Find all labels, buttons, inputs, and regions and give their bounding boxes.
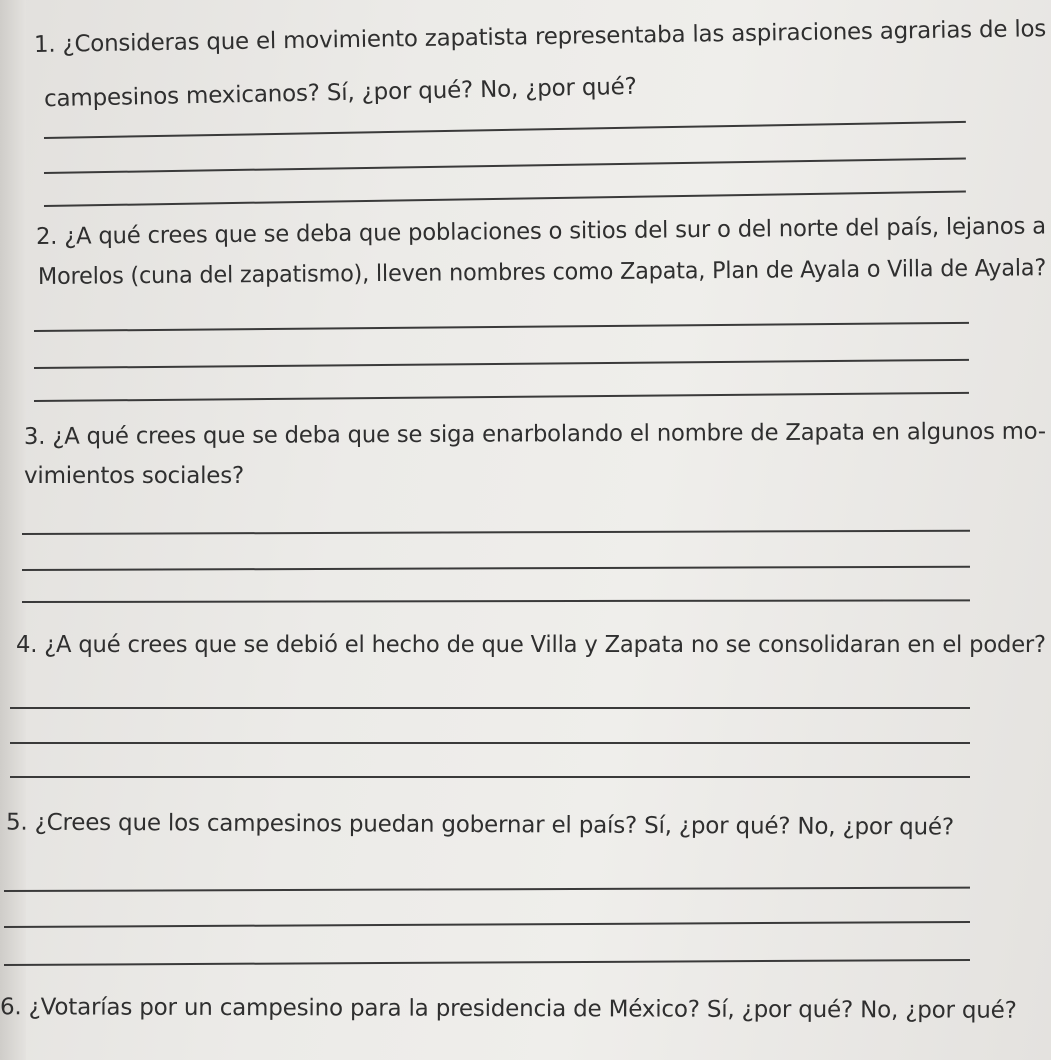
question-2-line-2: Morelos (cuna del zapatismo), lleven nombres como Zapata, Plan de Ayala o Villa de Ayala? [37,255,1047,290]
answer-line-4b [10,742,970,744]
answer-line-5a [4,887,970,892]
page-edge-shadow [0,0,26,1060]
question-3-line-1: 3. ¿A qué crees que se deba que se siga enarbolando el nombre de Zapata en algunos mo- [23,418,1046,450]
question-1-line-2: campesinos mexicanos? Sí, ¿por qué? No, ¿por qué? [43,73,637,113]
question-3-line-2: vimientos sociales? [24,463,245,489]
answer-line-1c [44,191,966,207]
question-4-line-1: 4. ¿A qué crees que se debió el hecho de que Villa y Zapata no se consolidaran en el poder? [16,632,1046,658]
answer-line-5c [4,959,970,966]
answer-line-2b [34,359,969,369]
answer-line-4a [10,707,970,709]
question-1-line-1: 1. ¿Consideras que el movimiento zapatista representaba las aspiraciones agrarias de los [33,16,1047,58]
answer-line-1a [44,121,966,139]
question-6-line-1: 6. ¿Votarías por un campesino para la presidencia de México? Sí, ¿por qué? No, ¿por qué? [0,994,1017,1024]
answer-line-2c [34,392,969,402]
answer-line-5b [4,921,970,928]
question-2-line-1: 2. ¿A qué crees que se deba que poblaciones o sitios del sur o del norte del país, lejanos a [35,213,1046,250]
question-5-line-1: 5. ¿Crees que los campesinos puedan gobernar el país? Sí, ¿por qué? No, ¿por qué? [5,809,954,841]
answer-line-3b [22,566,970,571]
answer-line-3a [22,530,970,535]
answer-line-4c [10,776,970,778]
answer-line-3c [22,599,970,603]
answer-line-2a [34,322,969,332]
answer-line-1b [44,158,966,174]
